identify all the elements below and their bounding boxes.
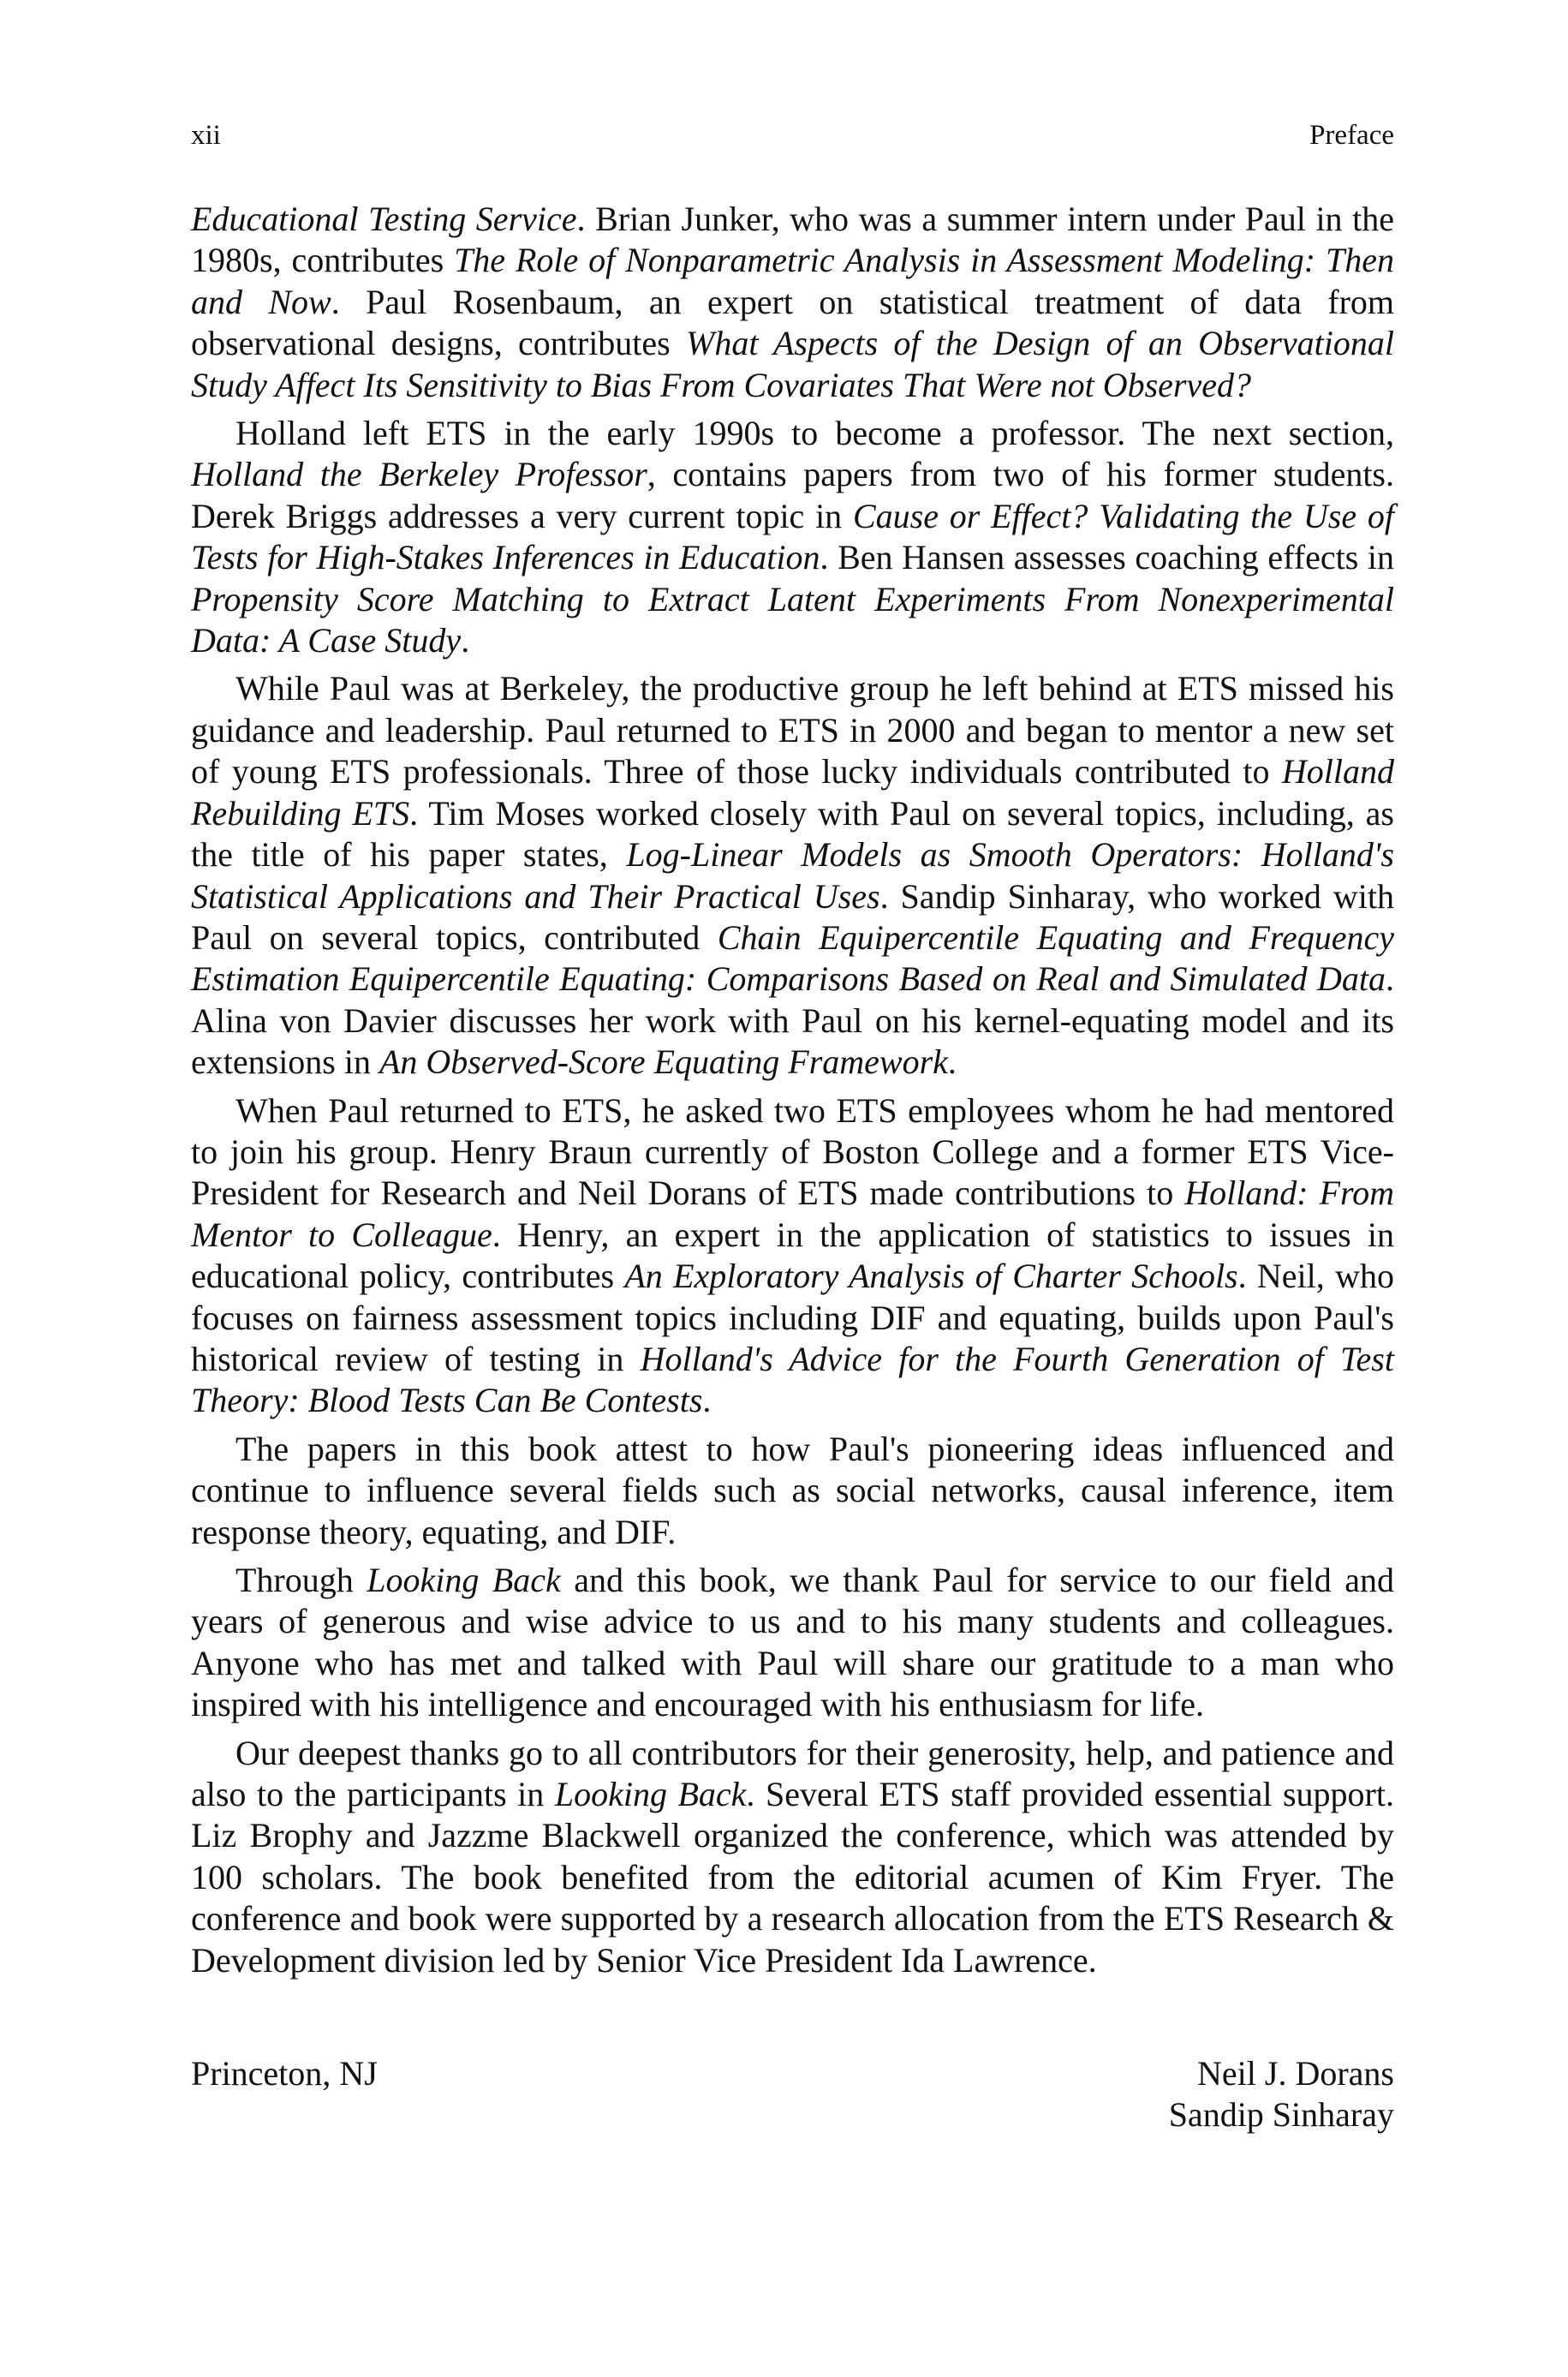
italic-title-text: An Observed-Score Equating Framework [379, 1042, 948, 1082]
paragraph [191, 413, 1394, 661]
italic-title-text: Cause or Effect? Validating the Use of Tests for High-Stakes Inferences in Education [191, 496, 1395, 577]
text-run: and this book, we thank Paul for service to our field and years of generous and wise advice to us and to his many students and colleagues. Anyone who has met and talked with Paul will share our gratitude to a man who inspired with his intelligence and encouraged with his enthusiasm for life. [191, 1561, 1394, 1724]
text-run: . Brian Junker, who was a summer intern under Paul in the 1980s, contributes [191, 200, 1395, 280]
italic-title-text: Propensity Score Matching to Extract Latent Experiments From Nonexperimental Data: A Case Study [191, 579, 1394, 660]
text-run: While Paul was at Berkeley, the productive group he left behind at ETS missed his guidance and leadership. Paul returned to ETS in 2000 and began to mentor a new set of young ETS professionals. Three of those lucky individuals contributed to [191, 669, 1394, 791]
text-run: . Neil, who focuses on fairness assessment topics including DIF and equating, builds upon Paul's historical review of testing in [191, 1257, 1394, 1378]
paragraph [191, 1560, 1394, 1726]
italic-title-text: Educational Testing Service [191, 200, 577, 238]
italic-title-text: What Aspects of the Design of an Observational Study Affect Its Sensitivity to Bias From Covariates That Were not Observed? [191, 324, 1394, 404]
text-run: Through [235, 1561, 367, 1599]
text-run: . [702, 1381, 712, 1420]
text-run: . Several ETS staff provided essential support. Liz Brophy and Jazzme Blackwell organized the conference, which was attended by 100 scholars. The book benefited from the editorial acumen of Kim Fryer. The conference and book were supported by a research allocation from the ETS Research & Development division led by Senior Vice President Ida Lawrence. [191, 1775, 1394, 1980]
italic-title-text: Holland: From Mentor to Colleague [191, 1174, 1394, 1254]
text-run: The papers in this book attest to how Paul's pioneering ideas influenced and continue to influence several fields such as social networks, causal inference, item response theory, equating, and DIF. [191, 1429, 1394, 1551]
signature-author: Sandip Sinharay [1168, 2095, 1394, 2135]
text-run: Holland left ETS in the early 1990s to become a professor. The next section, [235, 414, 1394, 453]
signature-authors [1169, 2053, 1394, 2136]
paragraph [191, 1733, 1394, 1981]
text-run: . [461, 621, 470, 660]
text-run: Our deepest thanks go to all contributors for their generosity, help, and patience and also to the participants in [191, 1733, 1394, 1814]
italic-title-text: Holland Rebuilding ETS [191, 752, 1394, 833]
preface-body [191, 199, 1394, 1981]
page-number: xii [191, 120, 221, 151]
italic-title-text: Log-Linear Models as Smooth Operators: Holland's Statistical Applications and Their Practical Uses [191, 835, 1394, 916]
paragraph [191, 1090, 1394, 1422]
italic-title-text: An Exploratory Analysis of Charter Schools [624, 1257, 1238, 1296]
italic-title-text: The Role of Nonparametric Analysis in Assessment Modeling: Then and Now [191, 241, 1394, 321]
italic-title-text: Holland's Advice for the Fourth Generation of Test Theory: Blood Tests Can Be Contests [191, 1339, 1394, 1420]
section-title: Preface [1309, 120, 1394, 151]
text-run: . Alina von Davier discusses her work with Paul on his kernel-equating model and its extensions in [191, 959, 1394, 1082]
book-page [191, 118, 1394, 2136]
text-run: . Ben Hansen assesses coaching effects in [820, 538, 1394, 577]
running-head [191, 118, 1394, 152]
signature-author: Neil J. Dorans [1197, 2054, 1394, 2093]
signature-place: Princeton, NJ [191, 2054, 378, 2093]
text-run: When Paul returned to ETS, he asked two ETS employees whom he had mentored to join his group. Henry Braun currently of Boston College and a former ETS Vice-President for Research and Neil Dorans of ETS made contributions to [191, 1090, 1394, 1213]
paragraph [191, 668, 1394, 1083]
italic-title-text: Looking Back [367, 1561, 561, 1599]
italic-title-text: Holland the Berkeley Professor [191, 455, 647, 494]
text-run: . [947, 1042, 957, 1082]
signature-block [191, 2053, 1394, 2136]
paragraph [191, 1429, 1394, 1553]
text-run: . Paul Rosenbaum, an expert on statistical treatment of data from observational designs, contributes [191, 282, 1395, 363]
italic-title-text: Looking Back [554, 1775, 747, 1814]
text-run: , contains papers from two of his former students. Derek Briggs addresses a very current topic in [191, 455, 1394, 535]
text-run: . Henry, an expert in the application of statistics to issues in educational policy, contributes [191, 1215, 1395, 1296]
text-run: . Sandip Sinharay, who worked with Paul on several topics, contributed [191, 876, 1394, 957]
paragraph [191, 199, 1394, 406]
text-run: . Tim Moses worked closely with Paul on several topics, including, as the title of his paper states, [191, 793, 1394, 875]
italic-title-text: Chain Equipercentile Equating and Frequency Estimation Equipercentile Equating: Comparisons Based on Real and Simulated Data [191, 917, 1395, 999]
